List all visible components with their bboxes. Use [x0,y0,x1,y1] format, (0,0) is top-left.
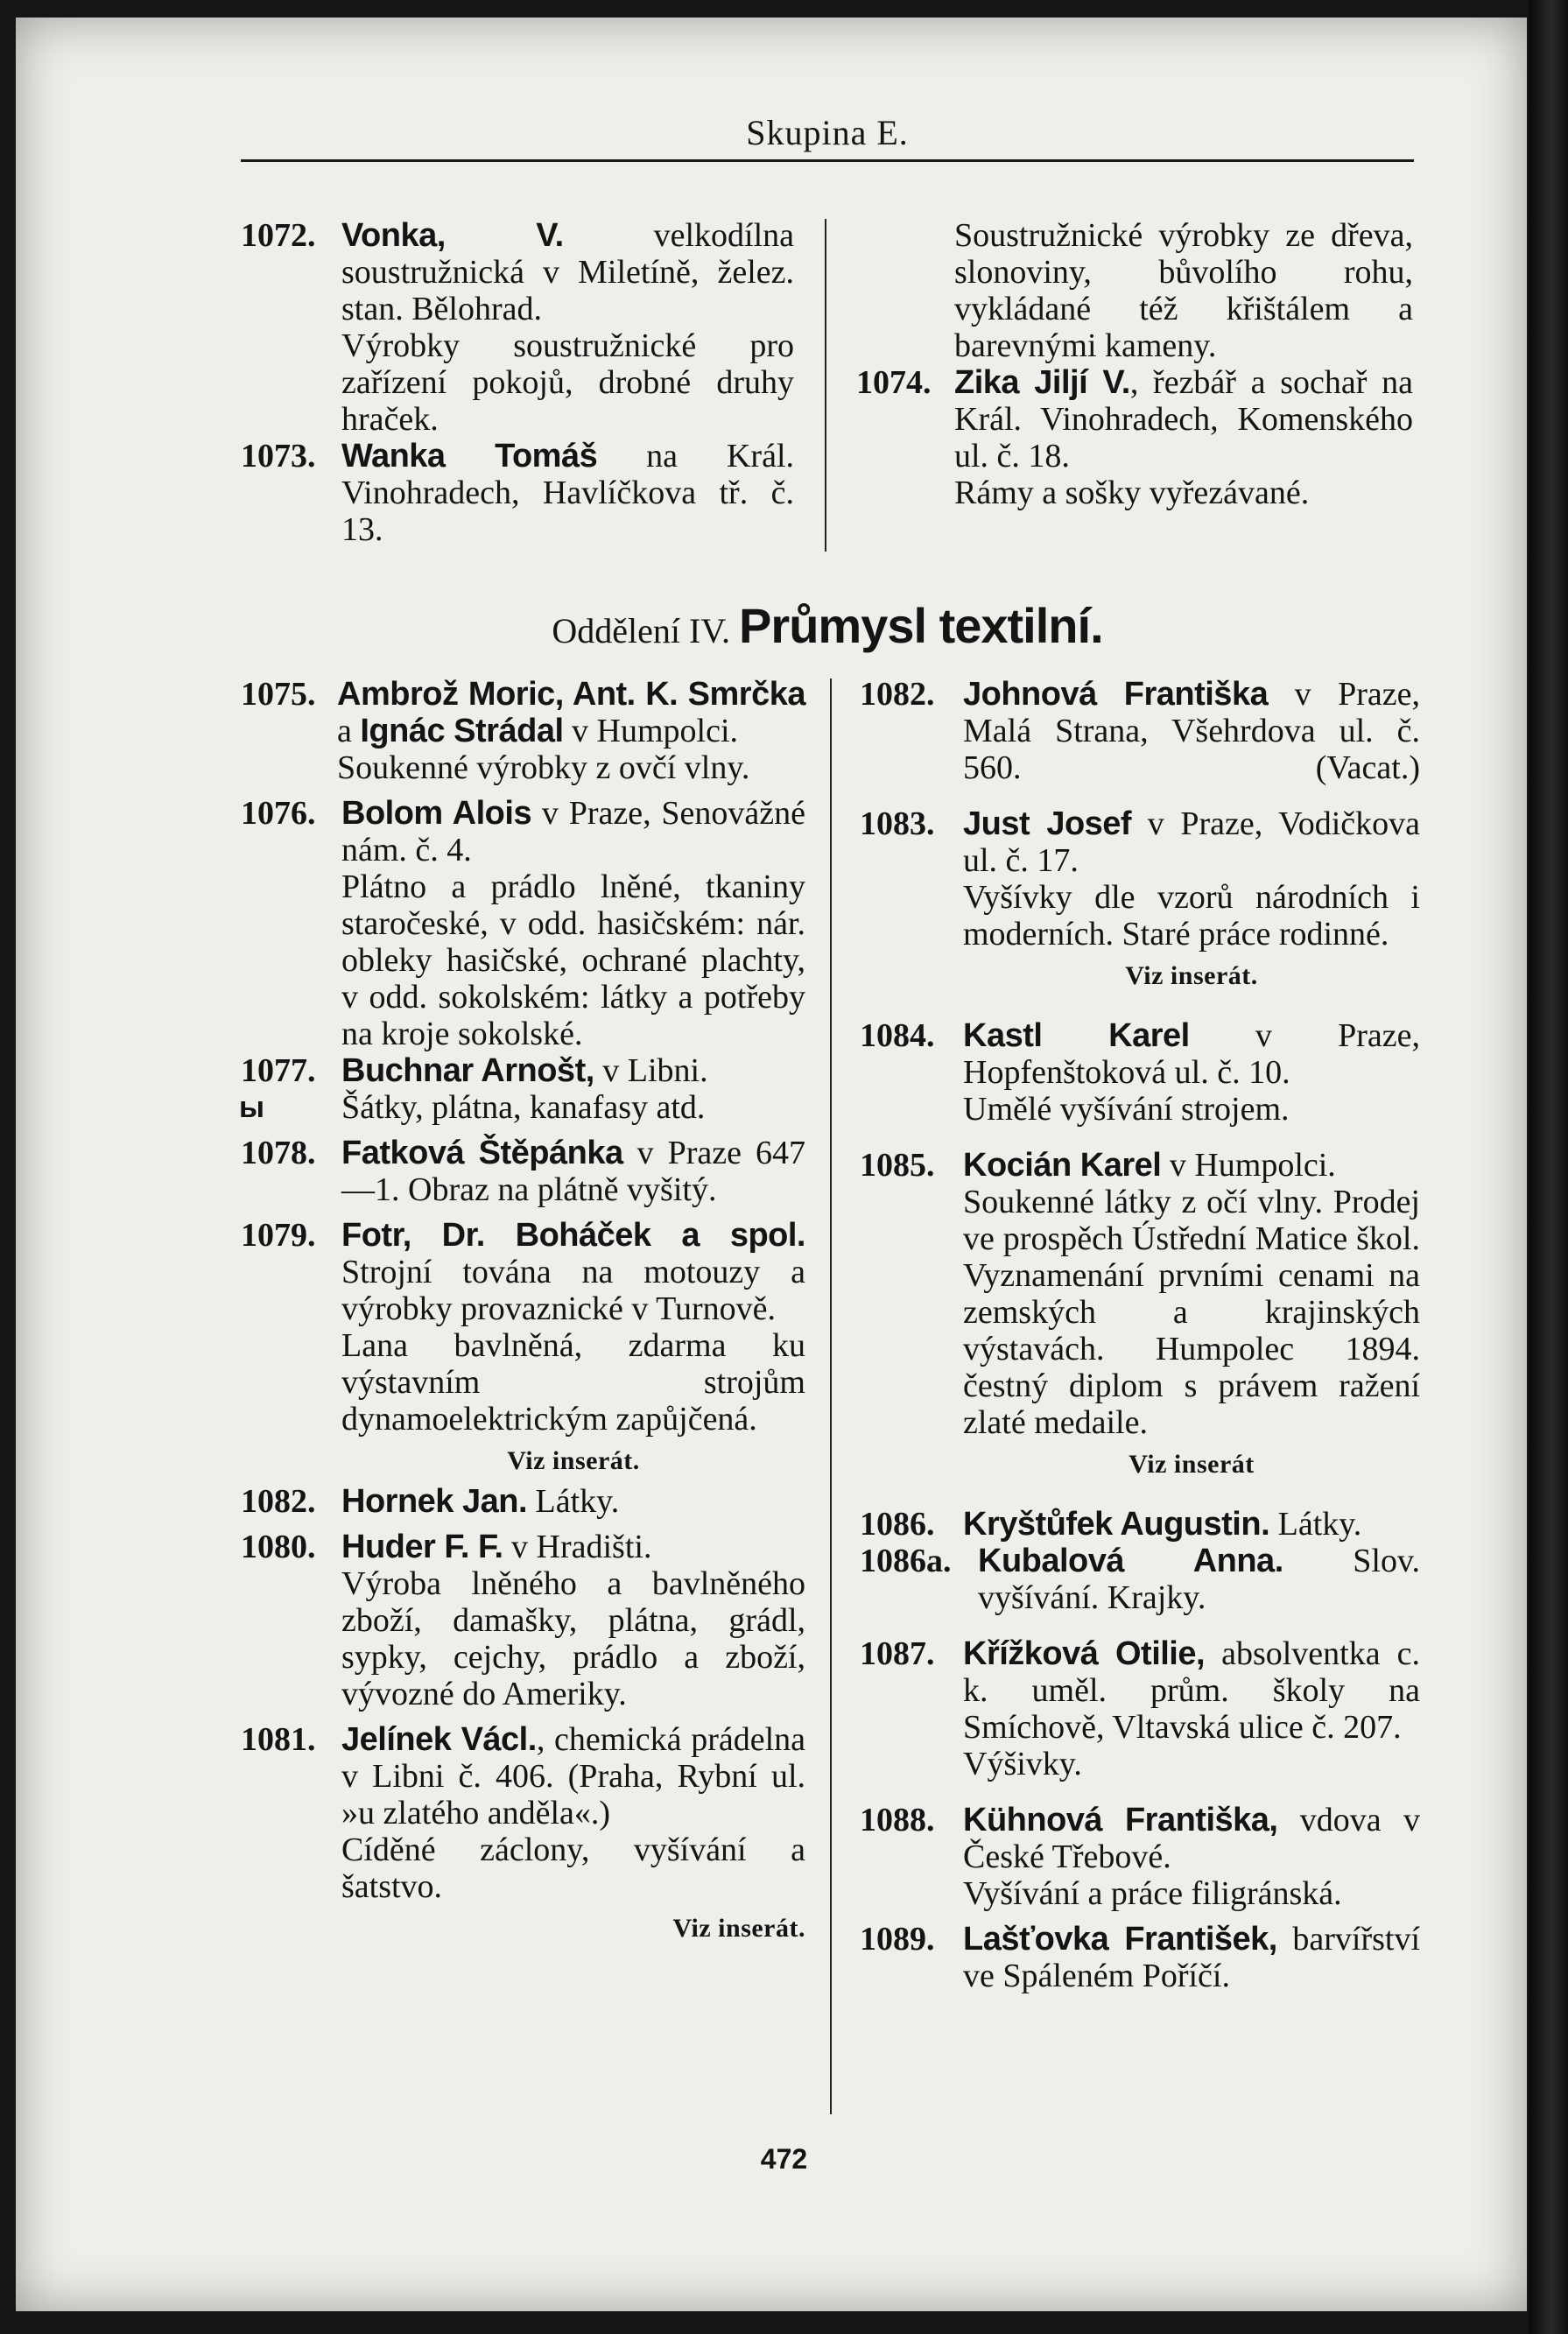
running-header: Skupina E. [746,113,909,152]
catalog-entry-1089 [860,1921,1420,1994]
book-spine [1529,0,1568,2334]
entry-address: , chemická prádelna v Libni č. 406. (Praha, Rybní ul. »u zlatého anděla«.) [341,1721,806,1831]
entry-address: vdova v České Třebové. [963,1802,1420,1875]
catalog-entry-1087 [860,1635,1420,1782]
see-advert-note: Viz inserát [1129,1450,1255,1479]
exhibitor-name: Fotr, Dr. Boháček a spol. [341,1217,805,1254]
entry-description: Výroba lněného a bavlněného zboží, damašky, plátna, grádl, sypky, cejchy, prádlo a zboží, vývozné do Ameriky. [341,1565,805,1712]
entry-address: v Praze 647—1. Obraz na plátně vyšitý. [341,1135,805,1208]
exhibitor-name: Johnová Františka [963,676,1269,713]
entry-description: Plátno a prádlo lněné, tkaniny staročeské, v odd. hasičském: nár. obleky hasičské, ochrané plachty, v odd. sokolském: látky a potřeby na kroje sokolské. [341,868,805,1052]
catalog-entry-1075 [241,676,805,786]
catalog-entry-1083 [860,805,1420,995]
exhibitor-name: Vonka, V. [341,217,564,254]
entry-number: 1074. [856,364,932,401]
see-advert-note: Viz inserát. [1125,961,1258,990]
exhibitor-name: Zika Jiljí V. [954,364,1130,401]
entry-number: 1075. [241,676,316,713]
see-advert-note: Viz inserát. [507,1446,640,1475]
catalog-entry-1086 [860,1506,1420,1543]
section-name: Průmysl textilní. [739,598,1103,653]
exhibitor-name: Ambrož Moric, Ant. K. Smrčka [337,676,805,713]
entry-address: , řezbář a sochař na Král. Vinohradech, Komenského ul. č. 18. [954,364,1413,475]
vacat-note: (Vacat.) [1315,749,1420,786]
entry-address: absolventka c. k. uměl. prům. školy na Smíchově, Vltavská ulice č. 207. [963,1635,1420,1746]
entry-number: 1076. [241,795,316,832]
exhibitor-name: Kastl Karel [963,1017,1190,1054]
catalog-entry-1086a [860,1543,1420,1616]
entry-number: 1081. [241,1721,316,1758]
catalog-entry-1072 [241,217,794,438]
entry-number: 1088. [860,1802,935,1838]
entry-number: 1079. [241,1217,316,1254]
entry-address: v Libni. [602,1052,708,1089]
catalog-entry-1081 [241,1721,805,1947]
entry-continuation: Soustružnické výrobky ze dřeva, slonoviny, bůvolího rohu, vykládané též křištálem a barevnými kameny. [954,217,1413,364]
entry-address: Látky. [1277,1506,1362,1543]
entry-number: 1082. [860,676,935,713]
exhibitor-name: Huder F. F. [341,1529,503,1565]
entry-number: 1078. [241,1135,316,1171]
entry-description: Vyšívání a práce filigránská. [963,1875,1342,1912]
entry-number: 1072. [241,217,316,254]
entry-number: 1086a. [860,1543,952,1579]
entry-address: v Praze, Hopfenštoková ul. č. 10. [963,1017,1420,1091]
entry-number: 1085. [860,1147,935,1184]
exhibitor-name: Bolom Alois [341,795,532,832]
section-prefix: Oddělení IV. [552,611,731,650]
entry-number: 1080. [241,1529,316,1565]
entry-description: Umělé vyšívání strojem. [963,1091,1290,1128]
entry-description: Výrobky soustružnické pro zařízení pokojů, drobné druhy hraček. [341,327,794,438]
header-rule [241,159,1414,162]
entry-number: 1082. [241,1483,316,1520]
exhibitor-name: Kocián Karel [963,1147,1162,1184]
exhibitor-name: Hornek Jan. [341,1483,528,1520]
top-right-column [856,217,1413,511]
exhibitor-name: Kryštůfek Augustin. [963,1506,1270,1543]
entry-description: Vyšívky dle vzorů národních i moderních. Staré práce rodinné. [963,879,1420,953]
exhibitor-name: Buchnar Arnošt, [341,1052,594,1089]
catalog-entry-1082-left [241,1483,805,1520]
catalog-entry-1085 [860,1147,1420,1483]
exhibitor-name: Kubalová Anna. [978,1543,1283,1579]
hand-mark: ы [239,1091,265,1124]
bottom-right-column [860,676,1420,1994]
entry-number: 1083. [860,805,935,842]
exhibitor-name: Křížková Otilie, [963,1635,1206,1672]
column-divider-top [825,219,826,552]
entry-description: Šátky, plátna, kanafasy atd. [341,1089,706,1126]
exhibitor-name: Just Josef [963,805,1132,842]
entry-address: velkodílna soustružnická v Miletíně, želez. stan. Bělohrad. [341,217,794,327]
entry-address: Strojní tována na motouzy a výrobky provaznické v Turnově. [341,1254,805,1327]
entry-number: 1073. [241,438,316,475]
exhibitor-name: Jelínek Václ. [341,1721,537,1758]
catalog-entry-1074 [856,364,1413,511]
entry-description: Výšivky. [963,1746,1082,1782]
entry-address: v Humpolci. [572,713,738,749]
entry-description: Soukenné látky z očí vlny. Prodej ve prospěch Ústřední Matice škol. Vyznamenání prvními cenami na zemských a krajinských výstavách. Humpolec 1894. čestný diplom s právem ražení zlaté medaile. [963,1184,1420,1441]
entry-number: 1087. [860,1635,935,1672]
entry-number: 1077. [241,1052,316,1089]
catalog-entry-1084 [860,1017,1420,1128]
see-advert-note: Viz inserát. [672,1914,805,1943]
catalog-entry-1076 [241,795,805,1052]
entry-number: 1086. [860,1506,935,1543]
entry-address: barvířství ve Spáleném Poříčí. [963,1921,1421,1994]
entry-number: 1084. [860,1017,935,1054]
entry-address: v Humpolci. [1169,1147,1336,1184]
exhibitor-name: Kühnová Františka, [963,1802,1278,1838]
entry-address: v Hradišti. [511,1529,652,1565]
section-heading [241,597,1414,654]
entry-address: v Praze, Senovážné nám. č. 4. [341,795,805,868]
entry-address: v Praze, Malá Strana, Všehrdova ul. č. 560. [963,676,1421,786]
entry-address: Slov. vyšívání. Krajky. [978,1543,1420,1616]
column-divider-bottom [830,678,832,2114]
entry-description: Rámy a sošky vyřezávané. [954,475,1310,511]
catalog-entry-1082 [860,676,1420,786]
catalog-entry-1073 [241,438,794,548]
entry-address: Látky. [535,1483,620,1520]
catalog-entry-1080 [241,1529,805,1712]
entry-conjunction: a [337,713,352,749]
entry-address: na Král. Vinohradech, Havlíčkova tř. č. 13. [341,438,794,548]
catalog-entry-1078 [241,1135,805,1208]
catalog-entry-1077 [241,1052,805,1126]
bottom-left-column [241,676,805,1951]
exhibitor-name: Lašťovka František, [963,1921,1277,1958]
entry-description: Lana bavlněná, zdarma ku výstavním strojům dynamoelektrickým zapůjčená. [341,1327,805,1438]
exhibitor-name-2: Ignác Strádal [360,713,564,749]
entry-number: 1089. [860,1921,935,1958]
page-number: 472 [760,2143,808,2175]
entry-address: v Praze, Vodičkova ul. č. 17. [963,805,1420,879]
catalog-entry-1088 [860,1802,1420,1912]
catalog-entry-1079 [241,1217,805,1480]
exhibitor-name: Fatková Štěpánka [341,1135,623,1171]
exhibitor-name: Wanka Tomáš [341,438,598,475]
top-left-column [241,217,794,548]
entry-description: Cíděné záclony, vyšívání a šatstvo. [341,1831,805,1905]
entry-description: Soukenné výrobky z ovčí vlny. [337,749,750,786]
